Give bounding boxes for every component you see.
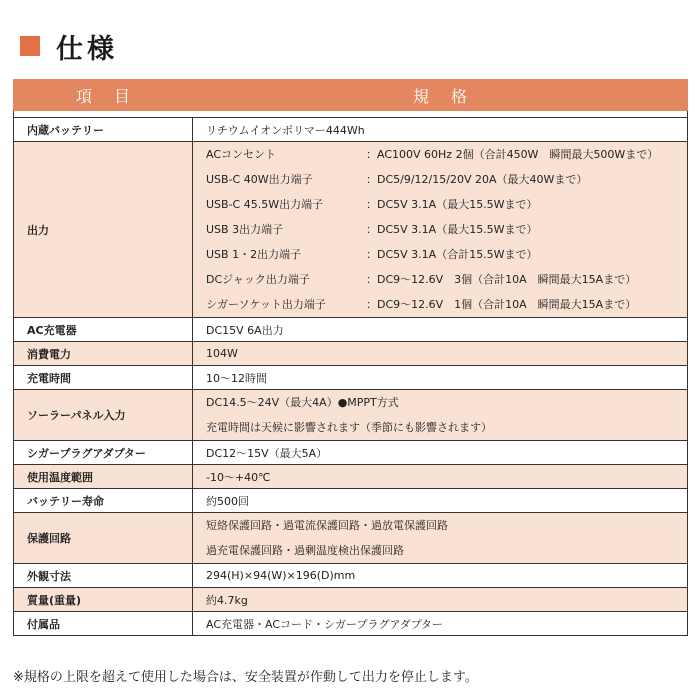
output-spec: ：DC5/9/12/15/20V 20A（最大40Wまで） — [366, 173, 588, 186]
output-name: USB-C 45.5W出力端子 — [206, 198, 324, 211]
row-label: 質量(重量) — [14, 588, 193, 612]
header-item: 項目 — [14, 80, 193, 111]
table-row — [14, 142, 688, 318]
output-name: DCジャック出力端子 — [206, 273, 310, 286]
row-label: 使用温度範囲 — [14, 465, 193, 489]
output-name: USB-C 40W出力端子 — [206, 173, 313, 186]
section-title — [20, 26, 118, 66]
output-line — [206, 192, 687, 217]
row-value: リチウムイオンポリマー444Wh — [193, 118, 688, 142]
table-row — [14, 588, 688, 612]
value-line: 充電時間は天候に影響されます（季節にも影響されます） — [206, 421, 492, 434]
header-spec: 規格 — [193, 80, 688, 111]
table-row — [14, 489, 688, 513]
output-spec: ：DC9～12.6V 1個（合計10A 瞬間最大15Aまで） — [366, 298, 637, 311]
output-spec: ：DC5V 3.1A（合計15.5Wまで） — [366, 248, 538, 261]
row-label: AC充電器 — [14, 318, 193, 342]
row-label: 外観寸法 — [14, 564, 193, 588]
table-row — [14, 612, 688, 636]
row-value: 10～12時間 — [193, 366, 688, 390]
row-label: シガープラグアダプター — [14, 441, 193, 465]
table-row — [14, 465, 688, 489]
table-row — [14, 441, 688, 465]
value-line: 短絡保護回路・過電流保護回路・過放電保護回路 — [206, 519, 448, 532]
output-line — [206, 142, 687, 167]
table-row — [14, 390, 688, 441]
spec-table — [13, 79, 688, 636]
output-line — [206, 167, 687, 192]
row-label: 充電時間 — [14, 366, 193, 390]
row-value: -10～+40℃ — [193, 465, 688, 489]
row-value: AC充電器・ACコード・シガープラグアダプター — [193, 612, 688, 636]
output-name: USB 3出力端子 — [206, 223, 284, 236]
table-row — [14, 513, 688, 564]
output-name: USB 1・2出力端子 — [206, 248, 302, 261]
row-label: 消費電力 — [14, 342, 193, 366]
page-title: 仕様 — [56, 33, 118, 65]
output-spec: ：AC100V 60Hz 2個（合計450W 瞬間最大500Wまで） — [366, 148, 659, 161]
row-value — [193, 513, 688, 564]
table-header — [14, 80, 688, 111]
row-label: 付属品 — [14, 612, 193, 636]
value-line: DC14.5～24V（最大4A）●MPPT方式 — [206, 396, 399, 409]
row-value: 約4.7kg — [193, 588, 688, 612]
title-square-marker — [20, 36, 40, 56]
row-value: DC12～15V（最大5A） — [193, 441, 688, 465]
row-label: バッテリー寿命 — [14, 489, 193, 513]
value-line: 過充電保護回路・過剰温度検出保護回路 — [206, 544, 404, 557]
table-row — [14, 564, 688, 588]
output-spec: ：DC9～12.6V 3個（合計10A 瞬間最大15Aまで） — [366, 273, 637, 286]
row-value: 約500回 — [193, 489, 688, 513]
output-spec: ：DC5V 3.1A（最大15.5Wまで） — [366, 223, 538, 236]
row-value: 104W — [193, 342, 688, 366]
row-value: DC15V 6A出力 — [193, 318, 688, 342]
row-value: 294(H)×94(W)×196(D)mm — [193, 564, 688, 588]
output-line — [206, 217, 687, 242]
row-label: 保護回路 — [14, 513, 193, 564]
output-spec: ：DC5V 3.1A（最大15.5Wまで） — [366, 198, 538, 211]
output-line — [206, 267, 687, 292]
row-value — [193, 390, 688, 441]
output-line — [206, 242, 687, 267]
output-name: シガーソケット出力端子 — [206, 298, 326, 311]
output-name: ACコンセント — [206, 148, 277, 161]
row-value — [193, 142, 688, 318]
row-label: 出力 — [14, 142, 193, 318]
table-row — [14, 318, 688, 342]
table-row — [14, 366, 688, 390]
table-row — [14, 118, 688, 142]
output-line — [206, 292, 687, 317]
row-label: ソーラーパネル入力 — [14, 390, 193, 441]
row-label: 内蔵バッテリー — [14, 118, 193, 142]
footnote: ※規格の上限を超えて使用した場合は、安全装置が作動して出力を停止します。 — [13, 670, 478, 685]
table-row — [14, 342, 688, 366]
